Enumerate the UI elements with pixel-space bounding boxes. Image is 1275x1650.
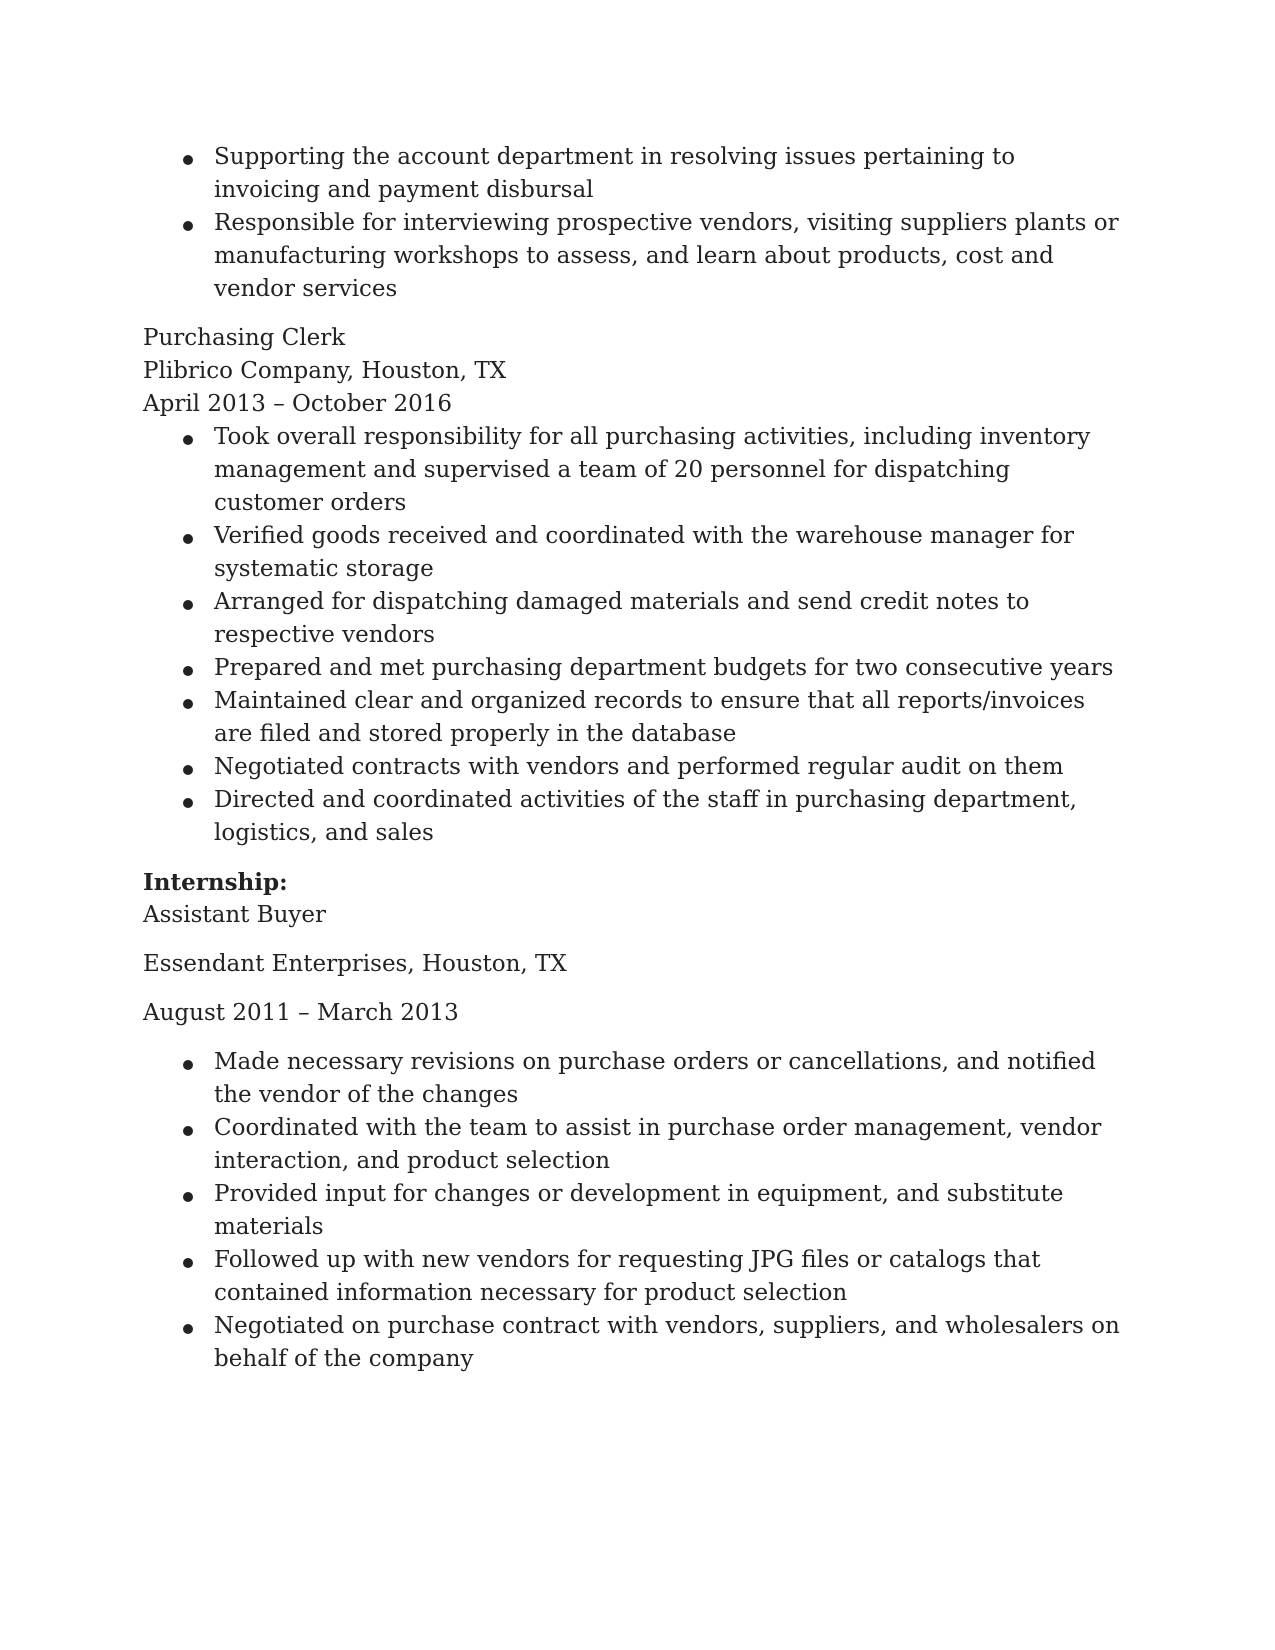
bullet-icon <box>183 155 193 165</box>
bullet-icon <box>183 765 193 775</box>
bullet-icon <box>183 600 193 610</box>
resume-page <box>143 141 1123 1376</box>
list-item <box>143 1310 1123 1376</box>
list-item <box>143 421 1123 520</box>
job-title: Purchasing Clerk <box>143 325 346 351</box>
job-company: Plibrico Company, Houston, TX <box>143 358 507 384</box>
list-item <box>143 520 1123 586</box>
bullet-text: Made necessary revisions on purchase orders or cancellations, and notified the vendor of the changes <box>214 1049 1096 1108</box>
internship-title: Assistant Buyer <box>143 902 327 928</box>
internship-dates: August 2011 – March 2013 <box>143 1000 459 1026</box>
bullet-text: Verified goods received and coordinated with the warehouse manager for systematic storage <box>214 523 1075 582</box>
previous-job-bullets <box>143 141 1123 306</box>
bullet-text: Coordinated with the team to assist in purchase order management, vendor interaction, and product selection <box>214 1115 1102 1174</box>
bullet-text: Took overall responsibility for all purchasing activities, including inventory management and supervised a team of 20 personnel for dispatching customer orders <box>214 424 1091 516</box>
bullet-text: Prepared and met purchasing department budgets for two consecutive years <box>214 655 1114 681</box>
list-item <box>143 685 1123 751</box>
bullet-text: Provided input for changes or development in equipment, and substitute materials <box>214 1181 1064 1240</box>
list-item <box>143 141 1123 207</box>
bullet-text: Responsible for interviewing prospective vendors, visiting suppliers plants or manufacturing workshops to assess, and learn about products, cost and vendor services <box>214 210 1119 302</box>
bullet-icon <box>183 534 193 544</box>
list-item <box>143 652 1123 685</box>
bullet-icon <box>183 1060 193 1070</box>
list-item <box>143 1046 1123 1112</box>
list-item <box>143 586 1123 652</box>
bullet-text: Directed and coordinated activities of the staff in purchasing department, logistics, and sales <box>214 787 1077 846</box>
bullet-text: Negotiated on purchase contract with vendors, suppliers, and wholesalers on behalf of the company <box>214 1313 1120 1372</box>
bullet-icon <box>183 699 193 709</box>
bullet-icon <box>183 1126 193 1136</box>
job-bullets <box>143 421 1123 850</box>
bullet-text: Arranged for dispatching damaged materials and send credit notes to respective vendors <box>214 589 1030 648</box>
bullet-text: Negotiated contracts with vendors and performed regular audit on them <box>214 754 1064 780</box>
job-dates: April 2013 – October 2016 <box>143 391 453 417</box>
bullet-text: Supporting the account department in resolving issues pertaining to invoicing and payment disbursal <box>214 144 1016 203</box>
internship-company: Essendant Enterprises, Houston, TX <box>143 951 567 977</box>
list-item <box>143 207 1123 306</box>
bullet-icon <box>183 435 193 445</box>
list-item <box>143 1178 1123 1244</box>
bullet-icon <box>183 221 193 231</box>
bullet-icon <box>183 1324 193 1334</box>
bullet-text: Followed up with new vendors for requesting JPG files or catalogs that contained information necessary for product selection <box>214 1247 1041 1306</box>
bullet-icon <box>183 666 193 676</box>
list-item <box>143 1112 1123 1178</box>
bullet-icon <box>183 1192 193 1202</box>
section-heading-internship: Internship: <box>143 869 288 896</box>
list-item <box>143 784 1123 850</box>
bullet-icon <box>183 1258 193 1268</box>
list-item <box>143 751 1123 784</box>
bullet-text: Maintained clear and organized records to ensure that all reports/invoices are filed and stored properly in the database <box>214 688 1086 747</box>
list-item <box>143 1244 1123 1310</box>
bullet-icon <box>183 798 193 808</box>
internship-bullets <box>143 1046 1123 1376</box>
